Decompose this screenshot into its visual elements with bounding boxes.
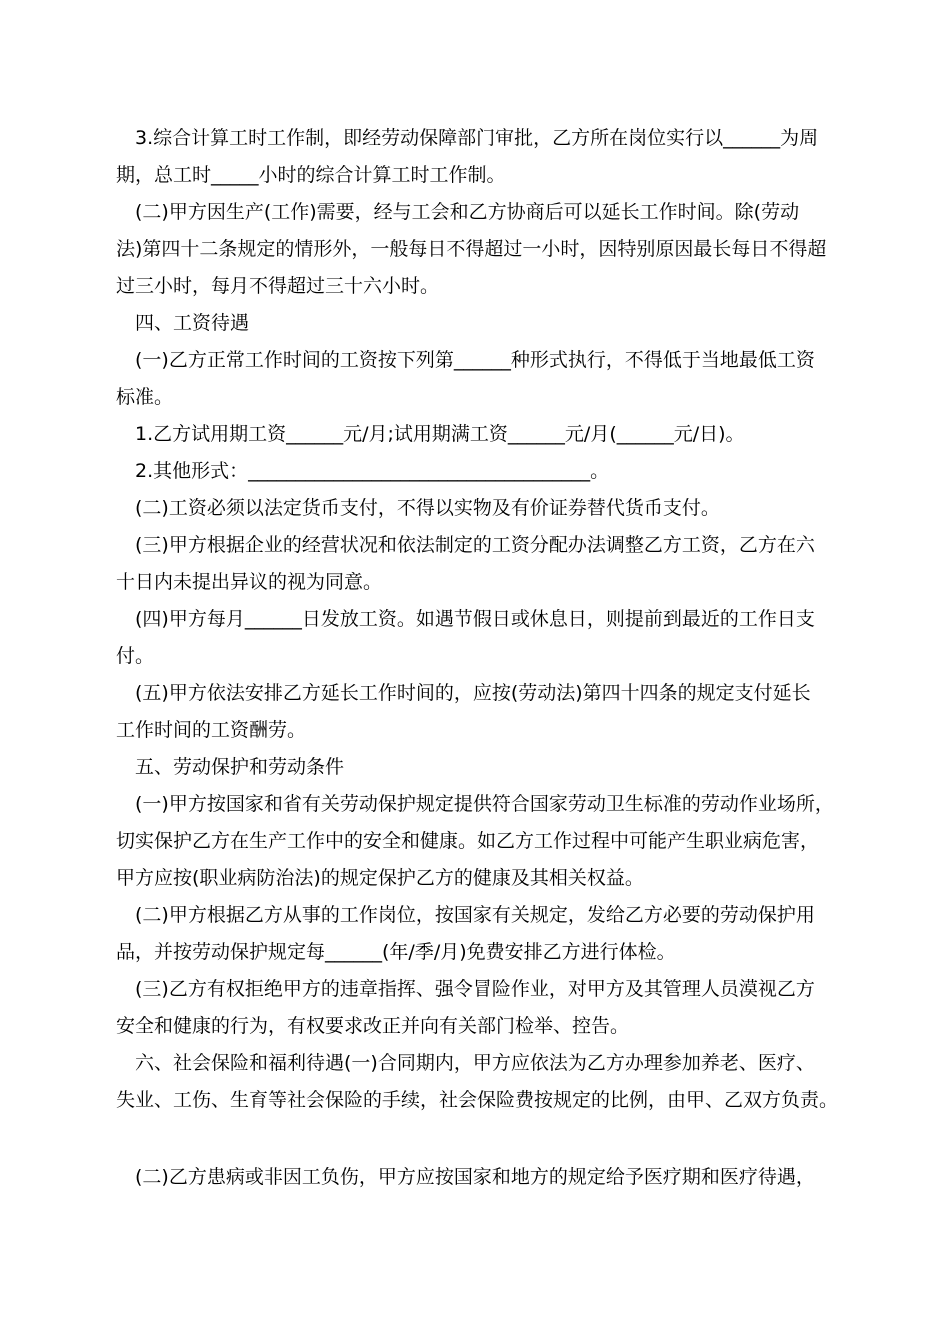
paragraph bbox=[116, 453, 846, 490]
text-line: 五、劳动保护和劳动条件 bbox=[135, 756, 345, 778]
paragraph bbox=[116, 194, 846, 305]
text-line: 品，并按劳动保护规定每______(年/季/月)免费安排乙方进行体检。 bbox=[116, 941, 676, 963]
text-line: (一)乙方正常工作时间的工资按下列第______种形式执行，不得低于当地最低工资 bbox=[135, 349, 815, 371]
text-line: (四)甲方每月______日发放工资。如遇节假日或休息日，则提前到最近的工作日支 bbox=[135, 608, 815, 630]
paragraph bbox=[116, 416, 846, 453]
paragraph bbox=[116, 342, 846, 416]
text-line: 十日内未提出异议的视为同意。 bbox=[116, 571, 383, 593]
text-line: 切实保护乙方在生产工作中的安全和健康。如乙方工作过程中可能产生职业病危害， bbox=[116, 830, 820, 852]
paragraph bbox=[116, 1159, 846, 1196]
paragraph bbox=[116, 897, 846, 971]
text-line: 六、社会保险和福利待遇(一)合同期内，甲方应依法为乙方办理参加养老、医疗、 bbox=[135, 1052, 815, 1074]
text-line: 标准。 bbox=[116, 386, 174, 408]
text-line: (二)甲方根据乙方从事的工作岗位，按国家有关规定，发给乙方必要的劳动保护用 bbox=[135, 904, 815, 926]
paragraph bbox=[116, 1045, 846, 1119]
text-line: (五)甲方依法安排乙方延长工作时间的，应按(劳动法)第四十四条的规定支付延长 bbox=[135, 682, 811, 704]
text-line: 失业、工伤、生育等社会保险的手续，社会保险费按规定的比例，由甲、乙双方负责。 bbox=[116, 1089, 839, 1111]
text-line: 过三小时，每月不得超过三十六小时。 bbox=[116, 275, 440, 297]
text-line: 工作时间的工资酬劳。 bbox=[116, 719, 307, 741]
text-line: 1.乙方试用期工资______元/月;试用期满工资______元/月(______元/日)。 bbox=[135, 423, 745, 445]
text-line: (二)工资必须以法定货币支付，不得以实物及有价证券替代货币支付。 bbox=[135, 497, 720, 519]
text-line: 3.综合计算工时工作制，即经劳动保障部门审批，乙方所在岗位实行以______为周 bbox=[135, 127, 819, 149]
text-line: 安全和健康的行为，有权要求改正并向有关部门检举、控告。 bbox=[116, 1015, 630, 1037]
text-line: 2.其他形式：____________________________________。 bbox=[135, 460, 610, 482]
text-line: 法)第四十二条规定的情形外，一般每日不得超过一小时，因特别原因最长每日不得超 bbox=[116, 238, 827, 260]
paragraph bbox=[116, 675, 846, 749]
text-line: (二)甲方因生产(工作)需要，经与工会和乙方协商后可以延长工作时间。除(劳动 bbox=[135, 201, 800, 223]
section-heading bbox=[116, 749, 846, 786]
text-line: 期，总工时_____小时的综合计算工时工作制。 bbox=[116, 164, 506, 186]
paragraph bbox=[116, 971, 846, 1045]
text-line: 付。 bbox=[116, 645, 155, 667]
paragraph bbox=[116, 786, 846, 897]
text-line: (一)甲方按国家和省有关劳动保护规定提供符合国家劳动卫生标准的劳动作业场所， bbox=[135, 793, 834, 815]
paragraph bbox=[116, 527, 846, 601]
section-heading bbox=[116, 305, 846, 342]
text-line: 四、工资待遇 bbox=[135, 312, 250, 334]
text-line: 甲方应按(职业病防治法)的规定保护乙方的健康及其相关权益。 bbox=[116, 867, 644, 889]
text-line: (二)乙方患病或非因工负伤，甲方应按国家和地方的规定给予医疗期和医疗待遇， bbox=[135, 1166, 815, 1188]
text-line: (三)乙方有权拒绝甲方的违章指挥、强令冒险作业，对甲方及其管理人员漠视乙方 bbox=[135, 978, 815, 1000]
paragraph bbox=[116, 490, 846, 527]
document-body bbox=[116, 120, 846, 1196]
text-line: (三)甲方根据企业的经营状况和依法制定的工资分配办法调整乙方工资，乙方在六 bbox=[135, 534, 815, 556]
paragraph bbox=[116, 120, 846, 194]
paragraph bbox=[116, 601, 846, 675]
